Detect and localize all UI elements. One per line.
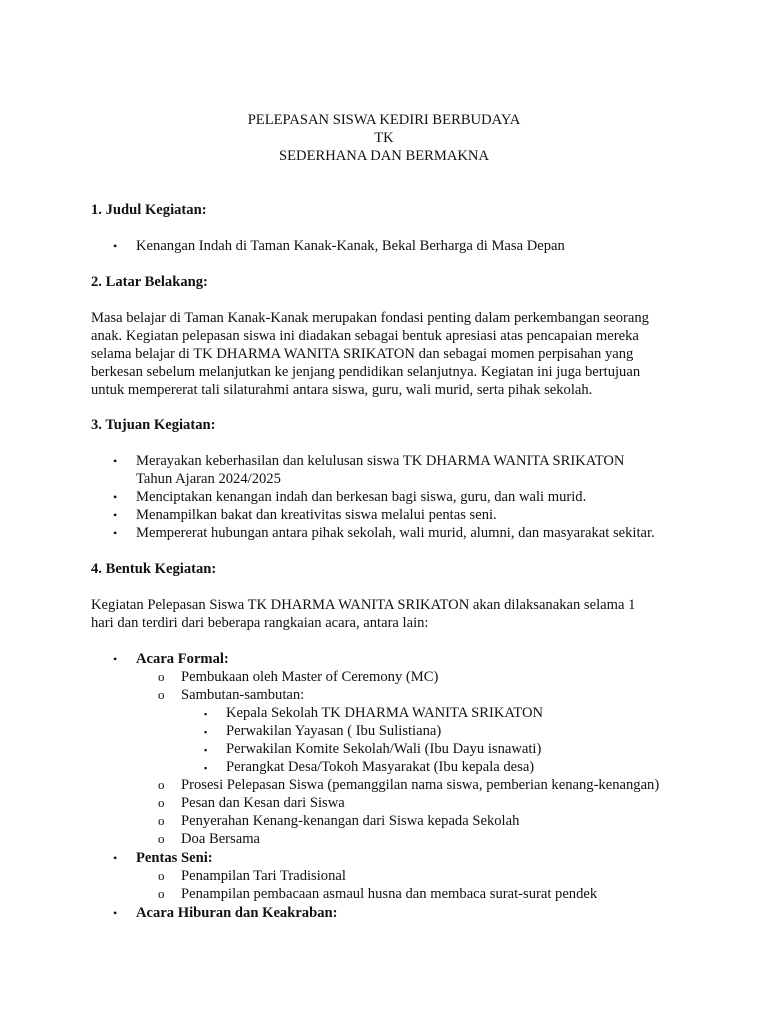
- paragraph-line: untuk mempererat tali silaturahmi antara siswa, guru, wali murid, serta pihak sekolah.: [91, 382, 593, 398]
- bullet-circle-icon: o: [158, 795, 165, 810]
- bullet-circle-icon: o: [158, 831, 165, 846]
- bullet-disc-icon: •: [113, 906, 118, 920]
- bullet-circle-icon: o: [158, 868, 165, 883]
- section-4-heading: 4. Bentuk Kegiatan:: [91, 561, 217, 577]
- bullet-square-icon: ▪: [204, 745, 208, 755]
- bullet-circle-icon: o: [158, 669, 165, 684]
- bullet-disc-icon: •: [113, 490, 118, 504]
- bullet-disc-icon: •: [113, 851, 118, 865]
- sub-list-item: Penyerahan Kenang-kenangan dari Siswa kepada Sekolah: [181, 813, 520, 829]
- sub-list-item: Sambutan-sambutan:: [181, 687, 305, 703]
- list-item: Menampilkan bakat dan kreativitas siswa melalui pentas seni.: [136, 507, 497, 523]
- section-3-heading: 3. Tujuan Kegiatan:: [91, 417, 216, 433]
- paragraph-line: anak. Kegiatan pelepasan siswa ini diadakan sebagai bentuk apresiasi atas pencapaian mereka: [91, 328, 639, 344]
- bullet-circle-icon: o: [158, 886, 165, 901]
- sub-list-item: Pembukaan oleh Master of Ceremony (MC): [181, 669, 439, 685]
- section-1-heading: 1. Judul Kegiatan:: [91, 202, 207, 218]
- bullet-disc-icon: •: [113, 652, 118, 666]
- bullet-disc-icon: •: [113, 508, 118, 522]
- sub-sub-list-item: Perwakilan Komite Sekolah/Wali (Ibu Dayu isnawati): [226, 741, 542, 757]
- sub-list-item: Penampilan Tari Tradisional: [181, 868, 346, 884]
- paragraph-line: hari dan terdiri dari beberapa rangkaian acara, antara lain:: [91, 615, 429, 631]
- list-item: Kenangan Indah di Taman Kanak-Kanak, Bekal Berharga di Masa Depan: [136, 238, 565, 254]
- sub-list-item: Pesan dan Kesan dari Siswa: [181, 795, 345, 811]
- bullet-circle-icon: o: [158, 813, 165, 828]
- bullet-circle-icon: o: [158, 687, 165, 702]
- sub-sub-list-item: Perangkat Desa/Tokoh Masyarakat (Ibu kepala desa): [226, 759, 535, 775]
- bullet-disc-icon: •: [113, 239, 118, 253]
- bullet-disc-icon: •: [113, 526, 118, 540]
- title-line-2: TK: [374, 130, 394, 146]
- sub-list-item: Doa Bersama: [181, 831, 261, 847]
- title-line-3: SEDERHANA DAN BERMAKNA: [279, 148, 489, 164]
- paragraph-line: berkesan sebelum melanjutkan ke jenjang pendidikan selanjutnya. Kegiatan ini juga bertujuan: [91, 364, 641, 380]
- sub-list-item: Penampilan pembacaan asmaul husna dan membaca surat-surat pendek: [181, 886, 598, 902]
- paragraph-line: Kegiatan Pelepasan Siswa TK DHARMA WANITA SRIKATON akan dilaksanakan selama 1: [91, 597, 636, 613]
- sub-list-item: Prosesi Pelepasan Siswa (pemanggilan nama siswa, pemberian kenang-kenangan): [181, 777, 660, 793]
- bullet-circle-icon: o: [158, 777, 165, 792]
- bullet-disc-icon: •: [113, 454, 118, 468]
- list-item-continuation: Tahun Ajaran 2024/2025: [136, 471, 281, 487]
- paragraph-line: selama belajar di TK DHARMA WANITA SRIKATON dan sebagai momen perpisahan yang: [91, 346, 634, 362]
- sub-sub-list-item: Perwakilan Yayasan ( Ibu Sulistiana): [226, 723, 442, 739]
- list-item: Menciptakan kenangan indah dan berkesan bagi siswa, guru, dan wali murid.: [136, 489, 587, 505]
- section-2-heading: 2. Latar Belakang:: [91, 274, 208, 290]
- bullet-square-icon: ▪: [204, 727, 208, 737]
- paragraph-line: Masa belajar di Taman Kanak-Kanak merupakan fondasi penting dalam perkembangan seorang: [91, 310, 649, 326]
- bullet-square-icon: ▪: [204, 763, 208, 773]
- bullet-square-icon: ▪: [204, 709, 208, 719]
- title-line-1: PELEPASAN SISWA KEDIRI BERBUDAYA: [247, 112, 521, 128]
- list-item-formal: Acara Formal:: [136, 651, 229, 667]
- list-item-hiburan: Acara Hiburan dan Keakraban:: [136, 905, 338, 921]
- list-item: Mempererat hubungan antara pihak sekolah, wali murid, alumni, dan masyarakat sekitar.: [136, 525, 655, 541]
- sub-sub-list-item: Kepala Sekolah TK DHARMA WANITA SRIKATON: [226, 705, 544, 721]
- list-item: Merayakan keberhasilan dan kelulusan siswa TK DHARMA WANITA SRIKATON: [136, 453, 625, 469]
- list-item-seni: Pentas Seni:: [136, 850, 213, 866]
